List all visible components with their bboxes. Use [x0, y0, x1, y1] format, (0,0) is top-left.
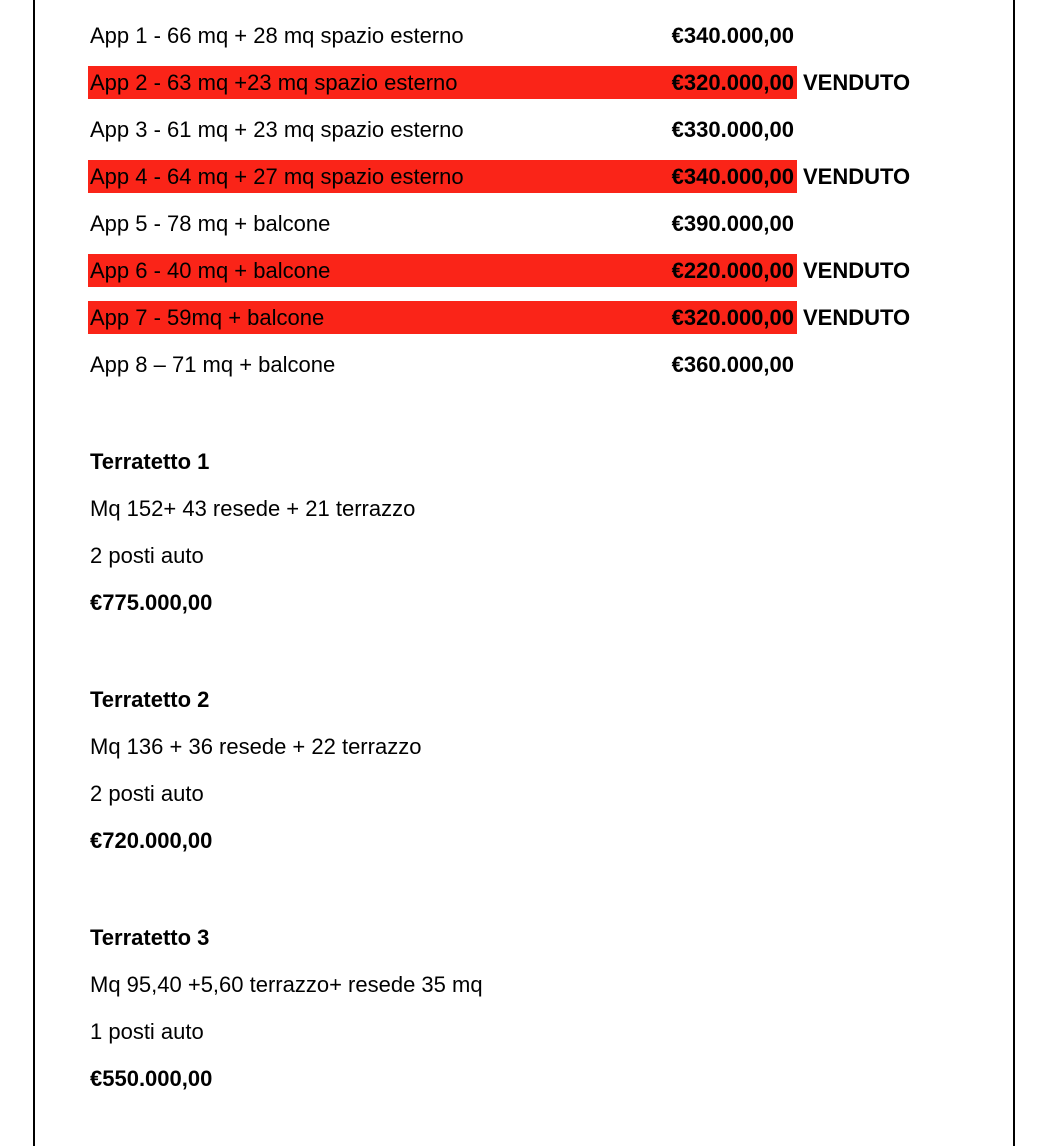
apartment-price: €360.000,00	[671, 352, 794, 377]
terratetto-title: Terratetto 1	[90, 449, 210, 474]
terratetto-price: €720.000,00	[90, 828, 213, 853]
terratetto-size: Mq 95,40 +5,60 terrazzo+ resede 35 mq	[90, 972, 483, 997]
apartment-label: App 5 - 78 mq + balcone	[90, 211, 331, 236]
apartment-price: €390.000,00	[671, 211, 794, 236]
apartment-row	[90, 12, 990, 59]
sold-badge: VENDUTO	[803, 70, 911, 95]
apartment-row-main	[88, 160, 797, 193]
apartment-price: €320.000,00	[671, 305, 794, 330]
terratetto-section	[90, 438, 990, 626]
terratetto-section	[90, 676, 990, 864]
terratetto-title: Terratetto 3	[90, 925, 210, 950]
terratetto-parking: 2 posti auto	[90, 543, 204, 568]
apartment-price: €340.000,00	[671, 164, 794, 189]
terratetto-parking: 1 posti auto	[90, 1019, 204, 1044]
apartment-label: App 1 - 66 mq + 28 mq spazio esterno	[90, 23, 464, 48]
apartment-row	[90, 153, 990, 200]
apartment-label: App 3 - 61 mq + 23 mq spazio esterno	[90, 117, 464, 142]
document-content	[90, 12, 990, 1102]
apartment-row-main	[88, 19, 797, 52]
apartment-label: App 8 – 71 mq + balcone	[90, 352, 336, 377]
apartment-label: App 4 - 64 mq + 27 mq spazio esterno	[90, 164, 464, 189]
apartment-row	[90, 200, 990, 247]
apartment-label: App 7 - 59mq + balcone	[90, 305, 325, 330]
terratetto-price: €775.000,00	[90, 590, 213, 615]
apartment-price: €340.000,00	[671, 23, 794, 48]
terratetto-price: €550.000,00	[90, 1066, 213, 1091]
terratetto-section	[90, 914, 990, 1102]
terratetto-title: Terratetto 2	[90, 687, 210, 712]
apartment-row-main	[88, 348, 797, 381]
sold-badge: VENDUTO	[803, 305, 911, 330]
apartment-row-main	[88, 207, 797, 240]
apartment-row-main	[88, 254, 797, 287]
apartment-row	[90, 247, 990, 294]
apartment-price: €330.000,00	[671, 117, 794, 142]
sold-badge: VENDUTO	[803, 164, 911, 189]
apartment-label: App 2 - 63 mq +23 mq spazio esterno	[90, 70, 458, 95]
terratetto-size: Mq 152+ 43 resede + 21 terrazzo	[90, 496, 416, 521]
apartment-row	[90, 294, 990, 341]
apartment-row-main	[88, 66, 797, 99]
apartment-row-main	[88, 113, 797, 146]
apartment-row	[90, 106, 990, 153]
terratetto-size: Mq 136 + 36 resede + 22 terrazzo	[90, 734, 422, 759]
apartment-row	[90, 341, 990, 388]
apartment-price: €320.000,00	[671, 70, 794, 95]
apartment-label: App 6 - 40 mq + balcone	[90, 258, 331, 283]
sold-badge: VENDUTO	[803, 258, 911, 283]
apartment-row-main	[88, 301, 797, 334]
apartment-row	[90, 59, 990, 106]
terratetto-parking: 2 posti auto	[90, 781, 204, 806]
apartment-price: €220.000,00	[671, 258, 794, 283]
